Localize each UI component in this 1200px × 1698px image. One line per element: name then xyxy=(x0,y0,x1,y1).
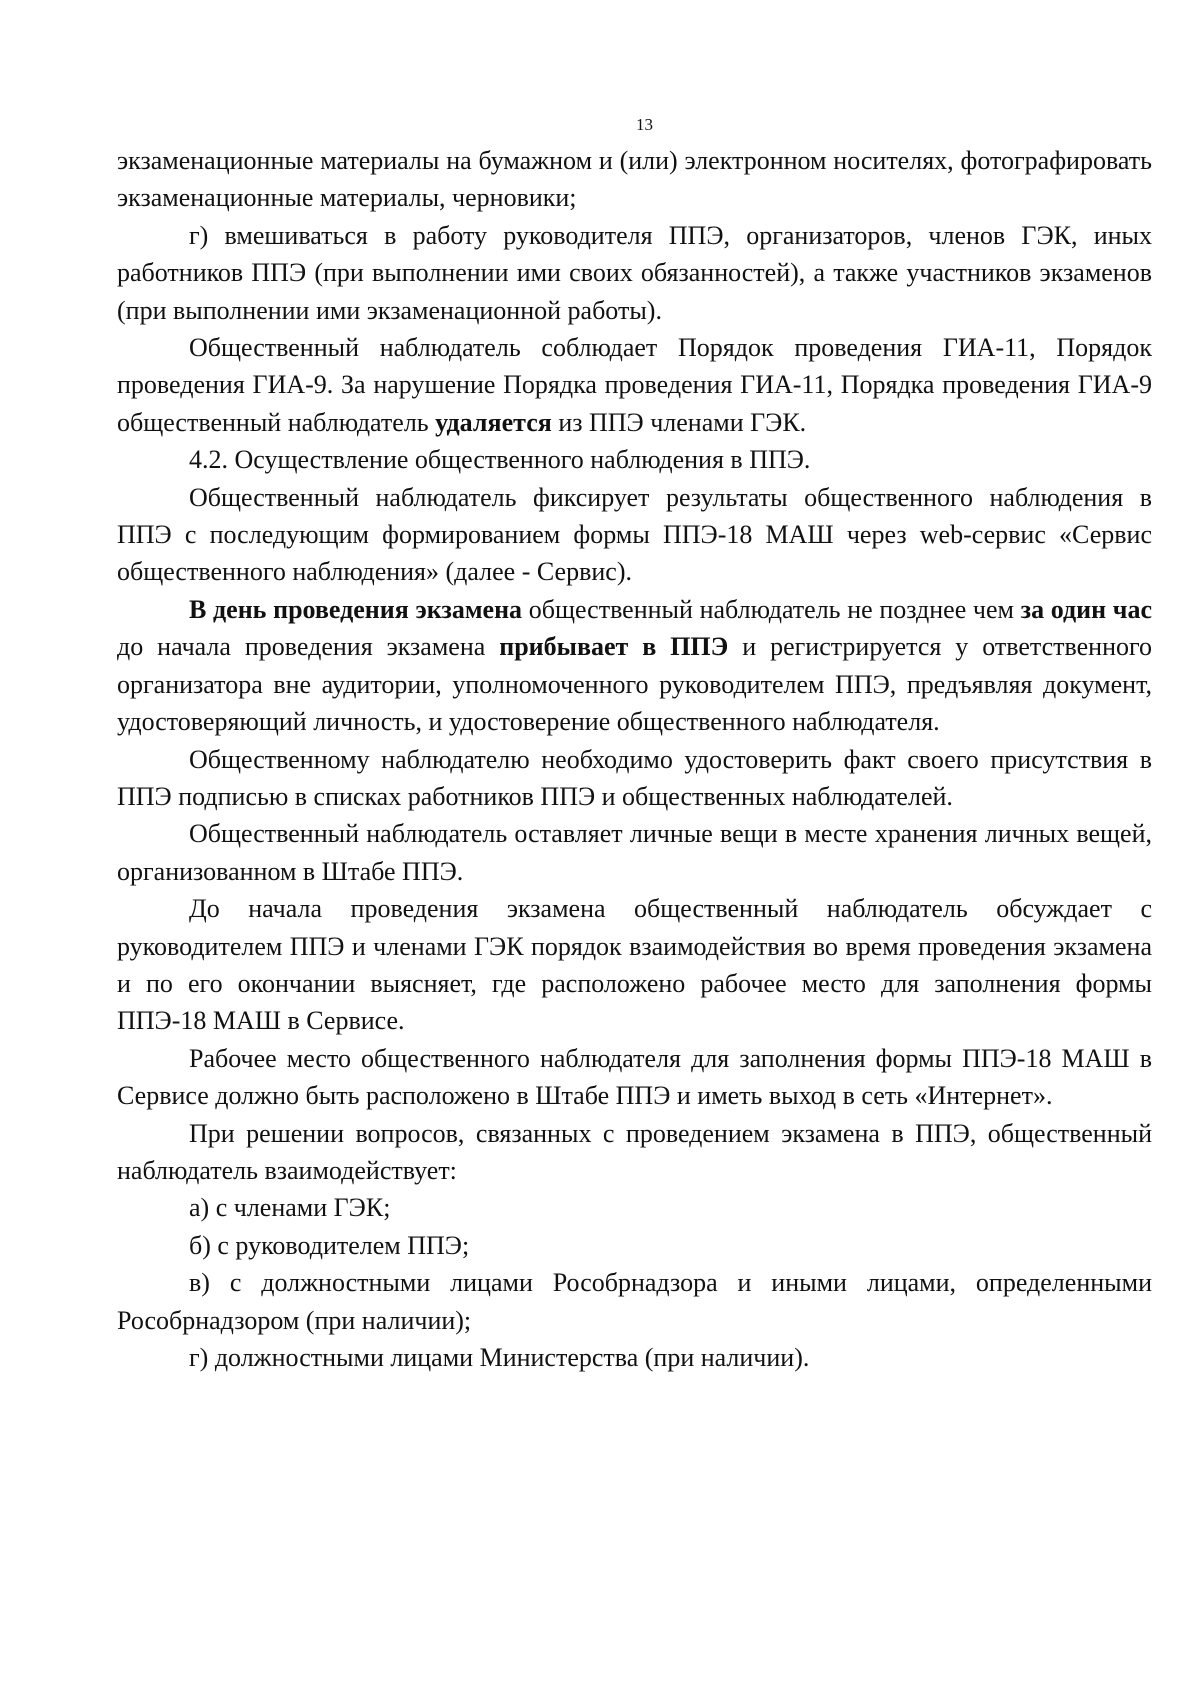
text-run: до начала проведения экзамена xyxy=(117,632,500,662)
text-run: б) с руководителем ППЭ; xyxy=(189,1230,470,1260)
text-run: Общественному наблюдателю необходимо удостоверить факт своего присутствия в ППЭ подписью в списках работников ППЭ и общественных наблюдателей. xyxy=(117,744,1152,811)
list-item xyxy=(117,1227,1152,1264)
text-run: 4.2. Осуществление общественного наблюдения в ППЭ. xyxy=(189,445,811,475)
paragraph xyxy=(117,1040,1152,1115)
paragraph xyxy=(117,741,1152,816)
paragraph xyxy=(117,142,1152,217)
document-page xyxy=(117,110,1152,1376)
paragraph xyxy=(117,217,1152,329)
text-run: Общественный наблюдатель оставляет личные вещи в месте хранения личных вещей, организованном в Штабе ППЭ. xyxy=(117,819,1152,886)
section-heading xyxy=(117,441,1152,478)
page-number: 13 xyxy=(636,115,653,134)
paragraph xyxy=(117,890,1152,1040)
paragraph xyxy=(117,1115,1152,1190)
bold-text-run: за один час xyxy=(1020,594,1152,624)
text-run: Рабочее место общественного наблюдателя для заполнения формы ППЭ-18 МАШ в Сервисе должно быть расположено в Штабе ППЭ и иметь выход в сеть «Интернет». xyxy=(117,1043,1152,1111)
text-run: г) вмешиваться в работу руководителя ППЭ, организаторов, членов ГЭК, иных работников ППЭ (при выполнении ими своих обязанностей), а также участников экзаменов (при выполнении ими экзаменационной работы). xyxy=(117,220,1152,325)
paragraph xyxy=(117,591,1152,741)
paragraph xyxy=(117,815,1152,890)
bold-text-run: прибывает в ППЭ xyxy=(499,632,729,662)
bold-text-run: удаляется xyxy=(435,407,552,437)
text-run: Общественный наблюдатель соблюдает Порядок проведения ГИА-11, Порядок проведения ГИА-9. За нарушение Порядка проведения ГИА-11, Порядка проведения ГИА-9 общественный наблюдатель xyxy=(117,333,1152,437)
text-run: в) с должностными лицами Рособрнадзора и иными лицами, определенными Рособрнадзором (при наличии); xyxy=(117,1268,1152,1335)
text-run: из ППЭ членами ГЭК. xyxy=(551,407,807,437)
text-run: экзаменационные материалы на бумажном и (или) электронном носителях, фотографировать экзаменационные материалы, черновики; xyxy=(117,146,1152,213)
list-item xyxy=(117,1264,1152,1339)
text-run: общественный наблюдатель не позднее чем xyxy=(522,594,1021,624)
list-item xyxy=(117,1189,1152,1226)
text-run: и регистрируется у ответственного организатора вне аудитории, уполномоченного руководителем ППЭ, предъявляя документ, удостоверяющий личность, и удостоверение общественного наблюдателя. xyxy=(117,632,1152,737)
text-run: При решении вопросов, связанных с проведением экзамена в ППЭ, общественный наблюдатель взаимодействует: xyxy=(117,1118,1152,1185)
list-item xyxy=(117,1339,1152,1376)
text-run: До начала проведения экзамена общественный наблюдатель обсуждает с руководителем ППЭ и членами ГЭК порядок взаимодействия во время проведения экзамена и по его окончании выясняет, где расположено рабочее место для заполнения формы ППЭ-18 МАШ в Сервисе. xyxy=(117,894,1152,1036)
text-run: Общественный наблюдатель фиксирует результаты общественного наблюдения в ППЭ с последующим формированием формы ППЭ-18 МАШ через web-сервис «Сервис общественного наблюдения» (далее - Сервис). xyxy=(117,482,1152,587)
bold-text-run: В день проведения экзамена xyxy=(189,594,523,624)
text-run: г) должностными лицами Министерства (при наличии). xyxy=(189,1343,810,1372)
paragraph xyxy=(117,329,1152,441)
text-run: а) с членами ГЭК; xyxy=(189,1193,391,1223)
paragraph xyxy=(117,479,1152,591)
